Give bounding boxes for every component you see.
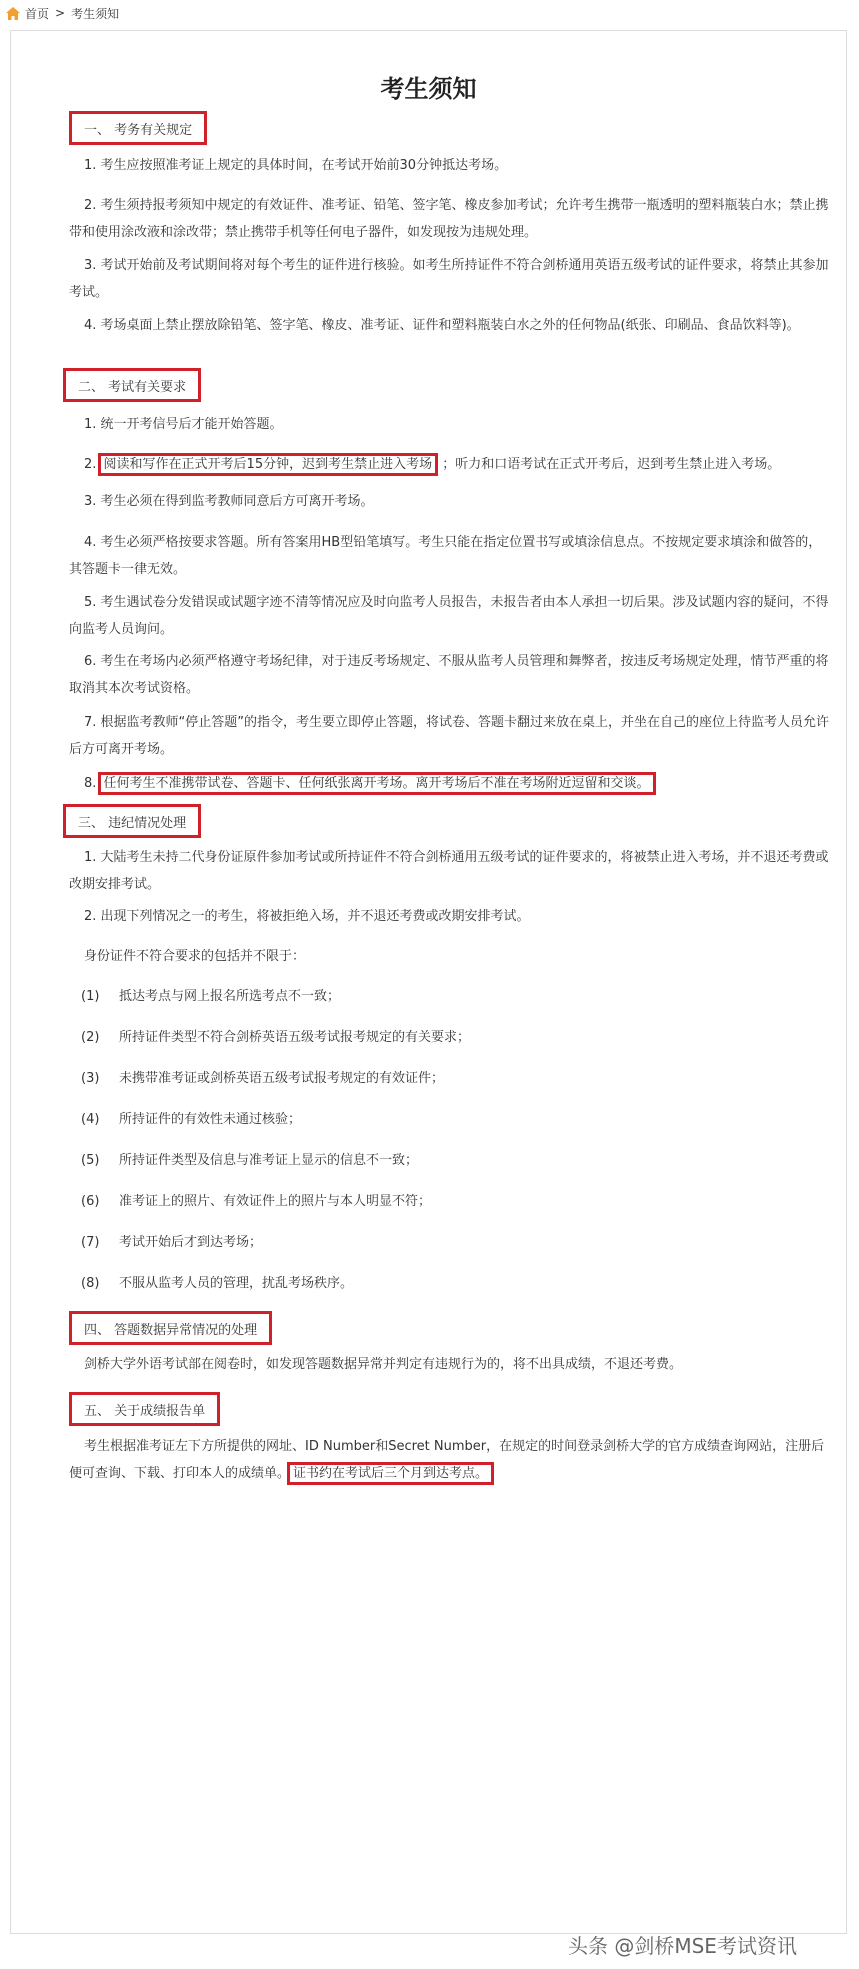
section-heading-5: 五、 关于成绩报告单: [69, 1392, 220, 1426]
breadcrumb-home-link[interactable]: 首页: [25, 6, 50, 21]
page-title: 考生须知: [380, 75, 477, 103]
list-item-3: (3) 未携带准考证或剑桥英语五级考试报考规定的有效证件；: [81, 1071, 445, 1086]
highlight-late-arrival-rule: 阅读和写作在正式开考后15分钟，迟到考生禁止进入考场: [98, 453, 439, 476]
paragraph-s2-2: [69, 451, 829, 478]
breadcrumb: [6, 3, 119, 23]
paragraph-s2-5: 5. 考生遇试卷分发错误或试题字迹不清等情况应及时向监考人员报告，未报告者由本人承担一切后果。涉及试题内容的疑问，不得向监考人员询问。: [69, 595, 829, 637]
breadcrumb-separator: >: [55, 6, 66, 20]
paragraph-s2-4: 4. 考生必须严格按要求答题。所有答案用HB型铅笔填写。考生只能在指定位置书写或填涂信息点。不按规定要求填涂和做答的，其答题卡一律无效。: [69, 535, 822, 577]
paragraph-s2-1: 1. 统一开考信号后才能开始答题。: [84, 417, 283, 432]
list-item-5: (5) 所持证件类型及信息与准考证上显示的信息不一致；: [81, 1153, 419, 1168]
paragraph-s5-1-text: 考生根据准考证左下方所提供的网址、ID Number和Secret Number，在规定的时间登录剑桥大学的官方成绩查询网站，注册后便可查询、下载、打印本人的成绩单。: [69, 1439, 825, 1481]
section-heading-4: 四、 答题数据异常情况的处理: [69, 1311, 272, 1345]
paragraph-s2-2-number: 2.: [84, 457, 97, 472]
list-item-2: (2) 所持证件类型不符合剑桥英语五级考试报考规定的有关要求；: [81, 1030, 471, 1045]
paragraph-s2-3: 3. 考生必须在得到监考教师同意后方可离开考场。: [84, 494, 374, 509]
paragraph-s2-8-number: 8.: [84, 776, 97, 791]
paragraph-s2-2-rest: ；听力和口语考试在正式开考后，迟到考生禁止进入考场。: [442, 457, 781, 472]
list-item-7: (7) 考试开始后才到达考场；: [81, 1235, 263, 1250]
paragraph-s3-3: 身份证件不符合要求的包括并不限于：: [84, 949, 306, 964]
section-heading-2: 二、 考试有关要求: [63, 368, 201, 402]
paragraph-s2-6: 6. 考生在考场内必须严格遵守考场纪律，对于违反考场规定、不服从监考人员管理和舞弊者，按违反考场规定处理，情节严重的将取消其本次考试资格。: [69, 654, 829, 696]
section-heading-1: 一、 考务有关规定: [69, 111, 207, 145]
watermark: 头条 @剑桥MSE考试资讯: [568, 1934, 797, 1958]
breadcrumb-current: 考生须知: [71, 6, 120, 21]
paragraph-s3-2: 2. 出现下列情况之一的考生，将被拒绝入场，并不退还考费或改期安排考试。: [84, 909, 530, 924]
paragraph-s1-2: 2. 考生须持报考须知中规定的有效证件、准考证、铅笔、签字笔、橡皮参加考试；允许考生携带一瓶透明的塑料瓶装白水；禁止携带和使用涂改液和涂改带；禁止携带手机等任何电子器件，如发现按为违规处理。: [69, 198, 829, 240]
highlight-certificate-arrival: 证书约在考试后三个月到达考点。: [287, 1462, 494, 1485]
paragraph-s2-8: [69, 770, 829, 797]
list-item-8: (8) 不服从监考人员的管理，扰乱考场秩序。: [81, 1276, 354, 1291]
home-icon[interactable]: [6, 7, 20, 20]
paragraph-s3-1: 1. 大陆考生未持二代身份证原件参加考试或所持证件不符合剑桥通用五级考试的证件要求的，将被禁止进入考场，并不退还考费或改期安排考试。: [69, 850, 829, 892]
paragraph-s4-1: 剑桥大学外语考试部在阅卷时，如发现答题数据异常并判定有违规行为的，将不出具成绩，不退还考费。: [84, 1357, 683, 1372]
list-item-1: (1) 抵达考点与网上报名所选考点不一致；: [81, 989, 341, 1004]
list-item-4: (4) 所持证件的有效性未通过核验；: [81, 1112, 302, 1127]
article-container: [10, 30, 847, 1934]
list-item-6: (6) 准考证上的照片、有效证件上的照片与本人明显不符；: [81, 1194, 432, 1209]
paragraph-s1-1: 1. 考生应按照准考证上规定的具体时间，在考试开始前30分钟抵达考场。: [84, 158, 508, 173]
paragraph-s2-7: 7. 根据监考教师“停止答题”的指令，考生要立即停止答题，将试卷、答题卡翻过来放在桌上，并坐在自己的座位上待监考人员允许后方可离开考场。: [69, 715, 830, 757]
paragraph-s1-3: 3. 考试开始前及考试期间将对每个考生的证件进行核验。如考生所持证件不符合剑桥通用英语五级考试的证件要求，将禁止其参加考试。: [69, 258, 829, 300]
paragraph-s5-1: [69, 1433, 829, 1487]
paragraph-s1-4: 4. 考场桌面上禁止摆放除铅笔、签字笔、橡皮、准考证、证件和塑料瓶装白水之外的任何物品(纸张、印刷品、食品饮料等)。: [84, 318, 800, 333]
highlight-no-materials-rule: 任何考生不准携带试卷、答题卡、任何纸张离开考场。离开考场后不准在考场附近逗留和交谈。: [98, 772, 656, 795]
section-heading-3: 三、 违纪情况处理: [63, 804, 201, 838]
